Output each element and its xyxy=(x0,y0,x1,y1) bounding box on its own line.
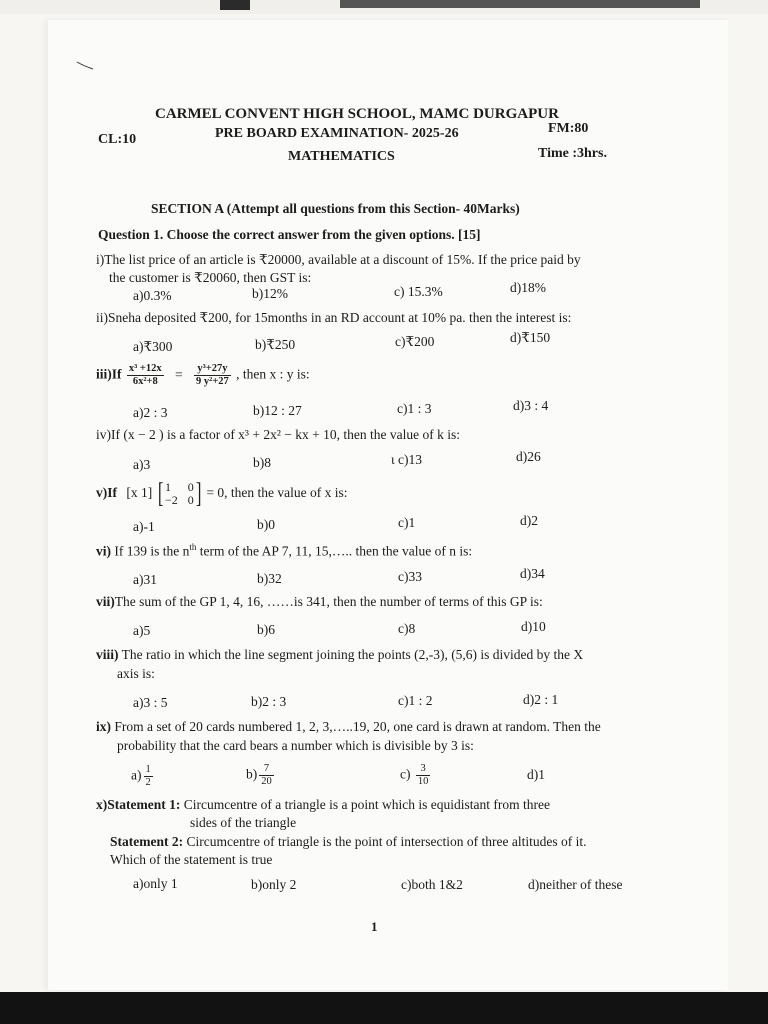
q3-option-d: d)3 : 4 xyxy=(513,398,549,413)
q1-option-d: d)18% xyxy=(510,280,546,295)
q3-option-c: c)1 : 3 xyxy=(397,401,432,416)
q5-suffix: = 0, then the value of x is: xyxy=(206,485,348,501)
q3-fraction-y-den: 9 y²+27 xyxy=(196,376,229,388)
q9-line1 xyxy=(96,719,601,735)
q1-option-c: c) 15.3% xyxy=(394,284,443,299)
q6-option-c: c)33 xyxy=(398,569,422,584)
full-marks: FM:80 xyxy=(548,121,589,136)
q7-text-body: The sum of the GP 1, 4, 16, ……is 341, then the number of terms of this GP is: xyxy=(114,594,543,609)
q10-statement-1 xyxy=(96,797,550,813)
question-heading: Question 1. Choose the correct answer from the given options. [15] xyxy=(98,227,481,242)
q8-option-b: b)2 : 3 xyxy=(251,694,287,709)
q9-a-den: 2 xyxy=(145,777,151,789)
q4-option-c-text: c)13 xyxy=(398,452,423,467)
q10-s1-line1: Circumcentre of a triangle is a point which is equidistant from three xyxy=(180,797,551,812)
q9-option-c-fraction xyxy=(416,763,431,788)
q9-c-num: 3 xyxy=(416,763,431,776)
q9-line2: probability that the card bears a number which is divisible by 3 is: xyxy=(117,738,474,753)
q8-line2: axis is: xyxy=(117,666,155,681)
q6-text-post: term of the AP 7, 11, 15,….. then the value of n is: xyxy=(196,543,473,559)
class-label: CL:10 xyxy=(98,132,137,147)
q2-option-c: c)₹200 xyxy=(395,334,435,349)
q7-option-d: d)10 xyxy=(521,619,546,634)
page-number: 1 xyxy=(371,919,378,934)
q10-option-c: c)both 1&2 xyxy=(401,877,463,892)
exam-duration: Time :3hrs. xyxy=(538,146,607,161)
q3-text xyxy=(96,363,310,388)
q9-b-num: 7 xyxy=(259,763,274,776)
photo-bottom-edge xyxy=(0,992,768,1024)
q1-line2: the customer is ₹20060, then GST is: xyxy=(109,270,312,285)
q9-option-a-label: a) xyxy=(131,767,142,783)
q6-sup: th xyxy=(189,542,197,552)
q5-m22: 0 xyxy=(187,493,194,507)
q3-fraction-x-num: x³ +12x xyxy=(127,363,164,376)
q8-option-c: c)1 : 2 xyxy=(398,693,433,708)
q6-label: vi) xyxy=(96,543,111,559)
q5-row-matrix: [x 1] xyxy=(126,485,153,501)
q8-option-a: a)3 : 5 xyxy=(133,695,168,710)
q8-label: viii) xyxy=(96,647,119,662)
q7-label: vii) xyxy=(96,594,115,609)
q3-equals: = xyxy=(175,366,183,382)
q7-option-b: b)6 xyxy=(257,622,275,637)
q7-option-a: a)5 xyxy=(133,623,151,638)
exam-title: PRE BOARD EXAMINATION- 2025-26 xyxy=(215,126,459,141)
q3-option-a: a)2 : 3 xyxy=(133,405,168,420)
q10-s2-label: Statement 2: xyxy=(110,834,184,849)
q2-text: ii)Sneha deposited ₹200, for 15months in an RD account at 10% pa. then the interest is: xyxy=(96,310,572,325)
q3-option-b: b)12 : 27 xyxy=(253,403,302,418)
q4-option-a: a)3 xyxy=(133,457,151,472)
q9-option-d: d)1 xyxy=(527,767,545,782)
q5-m21: −2 xyxy=(164,493,178,507)
q9-a-num: 1 xyxy=(144,764,153,777)
q3-suffix: , then x : y is: xyxy=(236,366,310,382)
q10-s2-text: Circumcentre of triangle is the point of intersection of three altitudes of it. xyxy=(183,834,587,849)
school-name: CARMEL CONVENT HIGH SCHOOL, MAMC DURGAPUR xyxy=(155,106,559,122)
q10-statement-2 xyxy=(110,834,587,850)
q9-b-den: 20 xyxy=(261,776,272,788)
section-title: SECTION A (Attempt all questions from this Section- 40Marks) xyxy=(151,201,520,216)
q6-option-a: a)31 xyxy=(133,572,157,587)
q9-option-c xyxy=(400,763,432,788)
q5-m11: 1 xyxy=(164,480,171,494)
q3-fraction-y-num: y³+27y xyxy=(194,363,231,376)
q5-label: v)If xyxy=(96,485,117,501)
q2-option-b: b)₹250 xyxy=(255,337,296,352)
q1-option-a: a)0.3% xyxy=(133,288,172,303)
q7-text xyxy=(96,594,543,610)
q10-question: Which of the statement is true xyxy=(110,852,273,867)
q8-option-d: d)2 : 1 xyxy=(523,692,559,707)
q10-option-b: b)only 2 xyxy=(251,877,297,892)
q6-text-pre: If 139 is the n xyxy=(114,543,190,559)
q4-option-d: d)26 xyxy=(516,449,541,464)
q9-option-b-label: b) xyxy=(246,766,258,782)
q2-option-d: d)₹150 xyxy=(510,330,551,345)
q7-option-c: c)8 xyxy=(398,621,416,636)
q4-option-b: b)8 xyxy=(253,455,271,470)
q9-option-a xyxy=(131,764,155,789)
q6-option-b: b)32 xyxy=(257,571,282,586)
q5-matrix: [ 1 0 −2 0 ] xyxy=(157,478,202,509)
q9-option-b xyxy=(246,763,276,788)
photo-top-edge xyxy=(0,0,768,14)
q5-text xyxy=(96,480,348,508)
q4-option-c: ι c)13 xyxy=(391,452,423,467)
q9-c-den: 10 xyxy=(417,776,429,788)
q9-option-b-fraction xyxy=(259,763,274,788)
q6-text xyxy=(96,542,472,560)
q2-option-a: a)₹300 xyxy=(133,339,173,354)
q5-option-c: c)1 xyxy=(398,515,416,530)
q5-option-d: d)2 xyxy=(520,513,538,528)
q5-m12: 0 xyxy=(187,480,194,494)
q10-label: x)Statement 1: xyxy=(96,797,181,812)
q5-option-b: b)0 xyxy=(257,517,275,532)
q1-option-b: b)12% xyxy=(252,286,288,301)
q8-line1 xyxy=(96,647,583,663)
q9-line1-text: From a set of 20 cards numbered 1, 2, 3,…..19, 20, one card is drawn at random. Then the xyxy=(111,719,601,734)
q9-label: ix) xyxy=(96,719,111,734)
q9-option-a-fraction xyxy=(144,764,153,789)
pencil-mark-icon xyxy=(76,60,94,72)
subject-title: MATHEMATICS xyxy=(288,149,395,164)
q1-line1: i)The list price of an article is ₹20000, available at a discount of 15%. If the price paid by xyxy=(96,252,581,267)
q5-option-a: a)-1 xyxy=(133,519,155,534)
q8-line1-text: The ratio in which the line segment joining the points (2,-3), (5,6) is divided by the X xyxy=(118,647,584,662)
q3-fraction-y xyxy=(194,363,231,388)
q10-option-d: d)neither of these xyxy=(528,877,623,892)
q4-text: iv)If (x − 2 ) is a factor of x³ + 2x² − kx + 10, then the value of k is: xyxy=(96,427,460,442)
q9-option-c-label: c) xyxy=(400,766,411,782)
q3-fraction-x-den: 6x²+8 xyxy=(132,376,158,388)
q10-option-a: a)only 1 xyxy=(133,876,178,891)
q10-s1-line2: sides of the triangle xyxy=(190,815,297,830)
q3-fraction-x xyxy=(127,363,164,388)
q3-label: iii)If xyxy=(96,366,122,382)
q6-option-d: d)34 xyxy=(520,566,545,581)
